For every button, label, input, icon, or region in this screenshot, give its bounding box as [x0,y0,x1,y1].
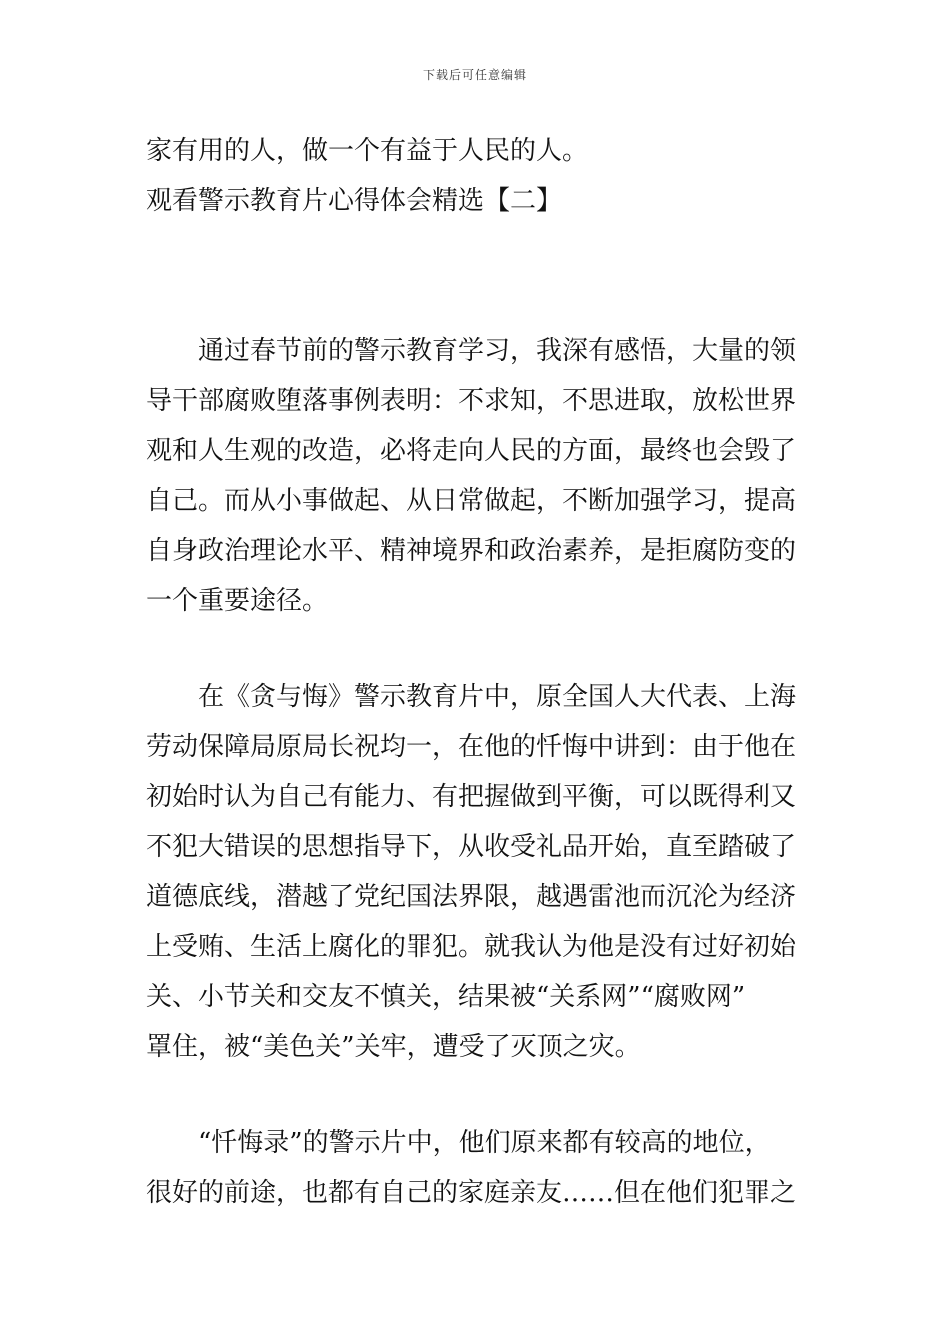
paragraph-line: 不犯大错误的思想指导下，从收受礼品开始，直至踏破了 [146,832,797,862]
paragraph-line: 初始时认为自己有能力、有把握做到平衡，可以既得利又 [146,782,797,812]
page-header-note: 下载后可任意编辑 [422,68,527,82]
intro-tail-line: 家有用的人，做一个有益于人民的人。 [146,136,589,166]
paragraph-line: 道德底线，潜越了党纪国法界限，越遇雷池而沉沦为经济 [146,882,797,912]
paragraph-line: 观和人生观的改造，必将走向人民的方面，最终也会毁了 [146,436,797,466]
paragraph-line: 自身政治理论水平、精神境界和政治素养，是拒腐防变的 [146,536,797,566]
paragraph-line: 罩住，被“美色关”关牢，遭受了灭顶之灾。 [146,1032,641,1062]
paragraph-line: 在《贪与悔》警示教育片中，原全国人大代表、上海 [146,682,797,712]
paragraph-line: 自己。而从小事做起、从日常做起，不断加强学习，提高 [146,486,797,516]
paragraph-line: 劳动保障局原局长祝均一，在他的忏悔中讲到：由于他在 [146,732,797,762]
paragraph-line: 很好的前途，也都有自己的家庭亲友……但在他们犯罪之 [146,1178,797,1208]
paragraph-line: “忏悔录”的警示片中，他们原来都有较高的地位， [146,1128,771,1158]
paragraph-line: 一个重要途径。 [146,586,329,616]
paragraph-line: 通过春节前的警示教育学习，我深有感悟，大量的领 [146,336,797,366]
paragraph-line: 上受贿、生活上腐化的罪犯。就我认为他是没有过好初始 [146,932,797,962]
section-title: 观看警示教育片心得体会精选【二】 [146,186,563,216]
paragraph-line: 导干部腐败堕落事例表明：不求知，不思进取，放松世界 [146,386,797,416]
paragraph-line: 关、小节关和交友不慎关，结果被“关系网”“腐败网” [146,982,746,1012]
